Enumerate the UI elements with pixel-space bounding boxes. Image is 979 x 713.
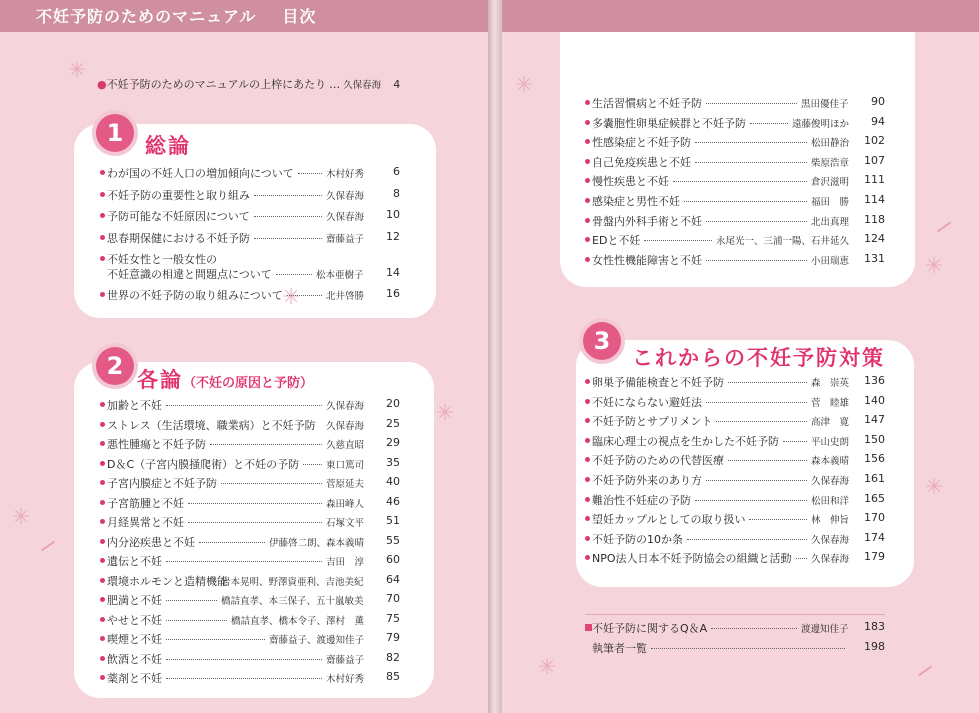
entry-author: 森本義晴 [811, 456, 850, 468]
entry-page: 79 [386, 631, 400, 644]
divider [585, 614, 885, 615]
bullet-icon [100, 539, 105, 544]
toc-entry[interactable] [585, 232, 885, 250]
bullet-icon [585, 257, 590, 262]
entry-title: 多嚢胞性卵巣症候群と不妊予防 [592, 116, 746, 130]
bullet-icon [100, 656, 105, 661]
entry-title: 子宮筋腫と不妊 [107, 496, 184, 510]
toc-entry[interactable] [585, 213, 885, 231]
toc-entry[interactable] [100, 670, 400, 688]
toc-entry[interactable] [585, 640, 885, 658]
entry-title: 肥満と不妊 [107, 594, 162, 607]
toc-entry[interactable] [585, 193, 885, 211]
toc-entry[interactable] [585, 433, 885, 451]
dot-leader [166, 600, 217, 601]
entry-author: 森 崇英 [811, 378, 850, 389]
bullet-icon [100, 256, 105, 261]
toc-entry[interactable] [100, 397, 400, 415]
entry-title: 飲酒と不妊 [107, 652, 162, 666]
entry-title: やせと不妊 [107, 613, 162, 627]
section-title: 総論 [145, 134, 191, 158]
entry-page: 107 [864, 153, 885, 167]
entry-page: 147 [864, 413, 885, 427]
bullet-icon [100, 675, 105, 680]
entry-page: 82 [386, 650, 400, 664]
entry-author: 石塚文平 [326, 518, 365, 529]
entry-title: 自己免疫疾患と不妊 [592, 155, 691, 169]
entry-page: 140 [864, 393, 885, 407]
entry-author: 齋藤益子 [326, 654, 365, 666]
dot-leader [188, 522, 322, 523]
toc-entry[interactable] [585, 394, 885, 412]
toc-entry[interactable] [585, 492, 885, 510]
entry-page: 174 [864, 530, 885, 544]
dot-leader [695, 162, 807, 163]
dot-leader [644, 240, 712, 241]
dandelion-icon: ✳ [282, 285, 301, 310]
toc-entry[interactable] [585, 173, 885, 191]
entry-title: 望妊カップルとしての取り扱い [592, 513, 746, 527]
dot-leader [199, 542, 265, 543]
entry-title: 月経異常と不妊 [107, 516, 184, 529]
bullet-icon [585, 516, 590, 521]
entry-author: 橋詰直孝、本三保子、五十嵐敏美 [221, 596, 364, 607]
dot-leader [716, 421, 807, 422]
entry-author: 岩本晃明、野澤資亜利、吉池美紀 [221, 576, 364, 588]
bullet-icon [100, 402, 105, 407]
entry-title: 慢性疾患と不妊 [592, 175, 669, 189]
bullet-icon [585, 100, 590, 105]
toc-entry[interactable] [100, 495, 400, 513]
dot-leader [796, 558, 807, 559]
toc-entry[interactable] [585, 550, 885, 568]
bullet-icon [100, 170, 105, 175]
bullet-icon [100, 441, 105, 446]
entry-author: 永尾光一、三浦一陽、石井延久 [716, 236, 850, 248]
entry-title: 骨盤内外科手術と不妊 [592, 214, 702, 228]
intro-page: 4 [393, 78, 401, 91]
toc-entry[interactable] [585, 252, 885, 270]
bullet-icon [585, 399, 590, 404]
entry-title: 感染症と男性不妊 [592, 195, 680, 208]
entry-author: 久慈直昭 [326, 440, 365, 451]
bullet-icon [585, 159, 590, 164]
entry-author: 久保春海 [326, 420, 365, 432]
dot-leader [166, 678, 322, 679]
entry-page: 85 [386, 670, 400, 683]
entry-author: 東口篤司 [326, 459, 365, 471]
toc-entry[interactable] [100, 417, 400, 435]
entry-title: 不妊予防の重要性と取り組み [107, 188, 250, 202]
bullet-icon [100, 235, 105, 240]
entry-title: 予防可能な不妊原因について [107, 210, 250, 224]
toc-entry[interactable] [100, 475, 400, 493]
dot-leader [166, 620, 227, 621]
dandelion-icon: ✳ [538, 655, 557, 680]
entry-author: 菅原延夫 [326, 479, 365, 490]
entry-page: 179 [864, 550, 885, 564]
entry-author: 松本亜樹子 [316, 270, 364, 282]
toc-entry[interactable] [585, 115, 885, 133]
entry-author: 林 伸旨 [811, 515, 850, 527]
dot-leader [303, 464, 322, 465]
toc-entry[interactable] [585, 154, 885, 172]
entry-page: 111 [864, 173, 885, 187]
entry-page: 46 [386, 494, 400, 508]
entry-author: 久保春海 [326, 401, 365, 412]
dot-leader [750, 123, 788, 124]
toc-entry[interactable] [100, 436, 400, 454]
entry-page: 70 [386, 592, 400, 605]
dot-leader [254, 238, 322, 239]
entry-title: 不妊予防とサプリメント [592, 415, 713, 429]
entry-page: 156 [864, 452, 885, 466]
toc-entry[interactable] [585, 413, 885, 431]
entry-title: 難治性不妊症の予防 [592, 493, 691, 507]
entry-page: 75 [386, 611, 400, 625]
entry-title-line2: 不妊意識の相違と問題点について [107, 268, 272, 282]
entry-page: 12 [386, 229, 400, 243]
toc-entry[interactable] [100, 631, 400, 649]
section-number: 1 [96, 114, 134, 152]
toc-entry[interactable] [100, 187, 400, 205]
bullet-icon [100, 192, 105, 197]
bullet-icon [585, 624, 592, 631]
page-subtitle: 目次 [282, 7, 317, 26]
bullet-icon [585, 379, 590, 384]
dot-leader [684, 201, 807, 202]
entry-page: 90 [871, 95, 885, 108]
bullet-icon: ● [97, 78, 107, 91]
toc-entry[interactable] [100, 651, 400, 669]
bullet-icon [100, 213, 105, 218]
entry-title: 思春期保健における不妊予防 [107, 231, 250, 245]
dot-leader [254, 216, 322, 217]
entry-title: 加齢と不妊 [107, 399, 162, 412]
entry-author: 平山史朗 [811, 436, 850, 448]
bullet-icon [100, 558, 105, 563]
entry-page: 183 [864, 620, 885, 633]
entry-page: 165 [864, 491, 885, 505]
entry-page: 14 [386, 266, 400, 280]
entry-title: 悪性腫瘍と不妊予防 [107, 438, 206, 451]
entry-title: 生活習慣病と不妊予防 [592, 97, 702, 110]
toc-entry[interactable] [100, 553, 400, 571]
dot-leader [166, 639, 265, 640]
entry-author: 齋藤益子、渡邊知佳子 [269, 635, 365, 646]
entry-page: 198 [864, 640, 885, 653]
toc-entry[interactable] [585, 95, 885, 113]
entry-author: 木村好秀 [326, 169, 365, 180]
dot-leader [728, 460, 807, 461]
bullet-icon [585, 198, 590, 203]
entry-page: 170 [864, 511, 885, 525]
dandelion-icon: ✳ [436, 401, 455, 426]
intro-title: 不妊予防のためのマニュアルの上梓にあたり [106, 78, 327, 91]
entry-author: 倉沢滋明 [811, 177, 850, 189]
toc-entry[interactable] [585, 531, 885, 549]
entry-title: 執筆者一覧 [592, 642, 647, 655]
toc-entry[interactable] [100, 230, 400, 248]
dandelion-icon: ✳ [925, 254, 944, 279]
entry-title: 子宮内膜症と不妊予防 [107, 477, 217, 490]
entry-title: 遺伝と不妊 [107, 555, 162, 568]
bullet-icon [100, 597, 105, 602]
entry-page: 20 [386, 397, 400, 410]
entry-page: 10 [386, 208, 400, 222]
toc-entry[interactable] [100, 592, 400, 610]
section-number: 3 [583, 322, 621, 360]
entry-page: 124 [864, 232, 885, 246]
dot-leader [711, 628, 797, 629]
page-title: 不妊予防のためのマニュアル 目次 [36, 7, 317, 26]
dot-leader [695, 142, 807, 143]
entry-author: 松田和洋 [811, 495, 850, 507]
entry-page: 25 [386, 416, 400, 430]
dot-leader [706, 402, 807, 403]
entry-author: 渡邊知佳子 [801, 624, 849, 635]
section-title: これからの不妊予防対策 [632, 346, 885, 370]
entry-title: 不妊予防に関するQ＆A [592, 622, 708, 635]
dot-leader [706, 480, 807, 481]
entry-author: 久保春海 [811, 476, 850, 487]
dot-leader [298, 173, 322, 174]
toc-entry[interactable] [100, 573, 400, 591]
toc-entry[interactable] [100, 514, 400, 532]
entry-title: 不妊予防のための代替医療 [592, 454, 724, 468]
dot-leader [706, 260, 807, 261]
bullet-icon [100, 500, 105, 505]
entry-page: 131 [864, 251, 885, 265]
toc-entry[interactable] [100, 208, 400, 226]
dot-leader [673, 181, 807, 182]
bullet-icon [100, 578, 105, 583]
entry-author: 森田峰人 [326, 498, 365, 510]
toc-entry[interactable] [100, 456, 400, 474]
entry-author: 小田瑞恵 [811, 255, 850, 267]
toc-entry[interactable] [100, 612, 400, 630]
entry-title: EDと不妊 [592, 234, 641, 248]
entry-title: D＆C（子宮内膜掻爬術）と不妊の予防 [107, 457, 300, 471]
dot-leader [166, 659, 322, 660]
entry-page: 16 [386, 287, 400, 300]
entry-title: ストレス（生活環境、職業病）と不妊予防 [107, 418, 316, 432]
toc-entry[interactable] [100, 287, 400, 305]
entry-author: 伊藤啓二朗、森本義晴 [269, 537, 365, 549]
bullet-icon [585, 120, 590, 125]
entry-title: 不妊にならない避妊法 [592, 395, 702, 409]
bullet-icon [585, 477, 590, 482]
bullet-icon [585, 457, 590, 462]
dot-leader [166, 561, 322, 562]
bullet-icon [100, 422, 105, 427]
bullet-icon [585, 139, 590, 144]
entry-author: 木村好秀 [326, 674, 365, 685]
entry-author: 久保春海 [811, 554, 850, 566]
bullet-icon [585, 218, 590, 223]
dot-leader [706, 103, 797, 104]
dot-leader [166, 405, 322, 406]
dot-leader [221, 483, 322, 484]
header-bar [0, 0, 488, 32]
entry-page: 64 [386, 572, 400, 586]
entry-page: 114 [864, 193, 885, 206]
dot-leader [287, 295, 322, 296]
toc-entry[interactable] [585, 134, 885, 152]
entry-page: 51 [386, 514, 400, 527]
dot-leader [254, 195, 322, 196]
bullet-icon [585, 178, 590, 183]
dot-leader [695, 500, 807, 501]
entry-author: 北出真理 [811, 216, 850, 228]
section-title: 各論（不妊の原因と予防） [137, 368, 314, 392]
entry-page: 102 [864, 134, 885, 148]
entry-title: わが国の不妊人口の増加傾向について [107, 167, 294, 180]
entry-title: 内分泌疾患と不妊 [107, 535, 195, 549]
dot-leader [728, 382, 807, 383]
entry-title: 世界の不妊予防の取り組みについて [107, 289, 283, 302]
entry-author: 松田静治 [811, 138, 850, 150]
entry-title: 環境ホルモンと造精機能 [107, 574, 228, 588]
bullet-icon [585, 555, 590, 560]
entry-page: 40 [386, 475, 400, 488]
toc-entry[interactable] [585, 620, 885, 638]
entry-title: 性感染症と不妊予防 [592, 136, 691, 150]
entry-page: 161 [864, 472, 885, 485]
entry-author: 北井啓勝 [326, 291, 365, 302]
bullet-icon [100, 519, 105, 524]
bullet-icon [585, 497, 590, 502]
intro-entry[interactable]: ●不妊予防のためのマニュアルの上梓にあたり … 久保春海 4 [97, 78, 401, 91]
dot-leader [687, 539, 807, 540]
header-bar-right [502, 0, 979, 32]
entry-title: 薬剤と不妊 [107, 672, 162, 685]
toc-entry[interactable] [585, 511, 885, 529]
entry-title: 臨床心理士の視点を生かした不妊予防 [592, 434, 779, 448]
bullet-icon [100, 480, 105, 485]
bullet-icon [100, 292, 105, 297]
entry-page: 55 [386, 533, 400, 547]
entry-author: 久保春海 [811, 534, 850, 546]
section-number: 2 [96, 347, 134, 385]
toc-entry[interactable] [100, 251, 400, 282]
dot-leader [749, 519, 807, 520]
dot-leader [276, 274, 312, 275]
entry-author: 吉田 淳 [326, 557, 365, 568]
intro-author: 久保春海 [343, 80, 382, 91]
section-note: （不妊の原因と予防） [183, 376, 314, 391]
bullet-icon [100, 461, 105, 466]
entry-title: 喫煙と不妊 [107, 633, 162, 646]
entry-page: 6 [393, 165, 400, 178]
dandelion-icon: ✳ [68, 58, 87, 83]
entry-author: 福田 勝 [811, 197, 850, 208]
entry-page: 8 [393, 186, 400, 200]
dot-leader [706, 221, 807, 222]
entry-page: 35 [386, 455, 400, 469]
entry-author: 橋詰直孝、橋本令子、澤村 薫 [231, 615, 365, 627]
bullet-icon [100, 636, 105, 641]
bullet-icon [585, 418, 590, 423]
dot-leader [210, 444, 322, 445]
dot-leader [188, 503, 322, 504]
dandelion-icon: ✳ [515, 73, 534, 98]
entry-page: 118 [864, 212, 885, 226]
entry-title: NPO法人日本不妊予防協会の組織と活動 [592, 552, 792, 566]
toc-entry[interactable] [585, 452, 885, 470]
entry-page: 136 [864, 374, 885, 387]
dandelion-icon: ✳ [12, 505, 31, 530]
toc-entry[interactable] [585, 374, 885, 392]
entry-title: 卵巣予備能検査と不妊予防 [592, 376, 724, 389]
entry-page: 94 [871, 114, 885, 128]
bullet-icon [585, 438, 590, 443]
entry-title: 女性性機能障害と不妊 [592, 253, 702, 267]
entry-author: 柴原浩章 [811, 157, 850, 169]
entry-author: 齋藤益子 [326, 233, 365, 245]
entry-author: 遠藤俊明ほか [792, 118, 850, 130]
entry-title: 不妊予防の10か条 [592, 532, 683, 546]
entry-title: 不妊予防外来のあり方 [592, 474, 702, 487]
entry-author: 菅 睦雄 [811, 397, 850, 409]
book-gutter [488, 0, 502, 713]
entry-author: 黒田優佳子 [801, 99, 849, 110]
entry-author: 久保春海 [326, 190, 365, 202]
entry-title: 不妊女性と一般女性の [107, 253, 217, 267]
toc-entry[interactable] [585, 472, 885, 490]
toc-entry[interactable] [100, 165, 400, 183]
toc-entry[interactable] [100, 534, 400, 552]
entry-page: 150 [864, 432, 885, 446]
bullet-icon [585, 237, 590, 242]
entry-page: 60 [386, 553, 400, 566]
dandelion-icon: ✳ [925, 475, 944, 500]
dot-leader [651, 648, 845, 649]
entry-page: 29 [386, 436, 400, 449]
bullet-icon [100, 617, 105, 622]
bullet-icon [585, 536, 590, 541]
entry-author: 久保春海 [326, 212, 365, 224]
dot-leader [783, 441, 807, 442]
entry-author: 高津 寛 [811, 417, 850, 429]
